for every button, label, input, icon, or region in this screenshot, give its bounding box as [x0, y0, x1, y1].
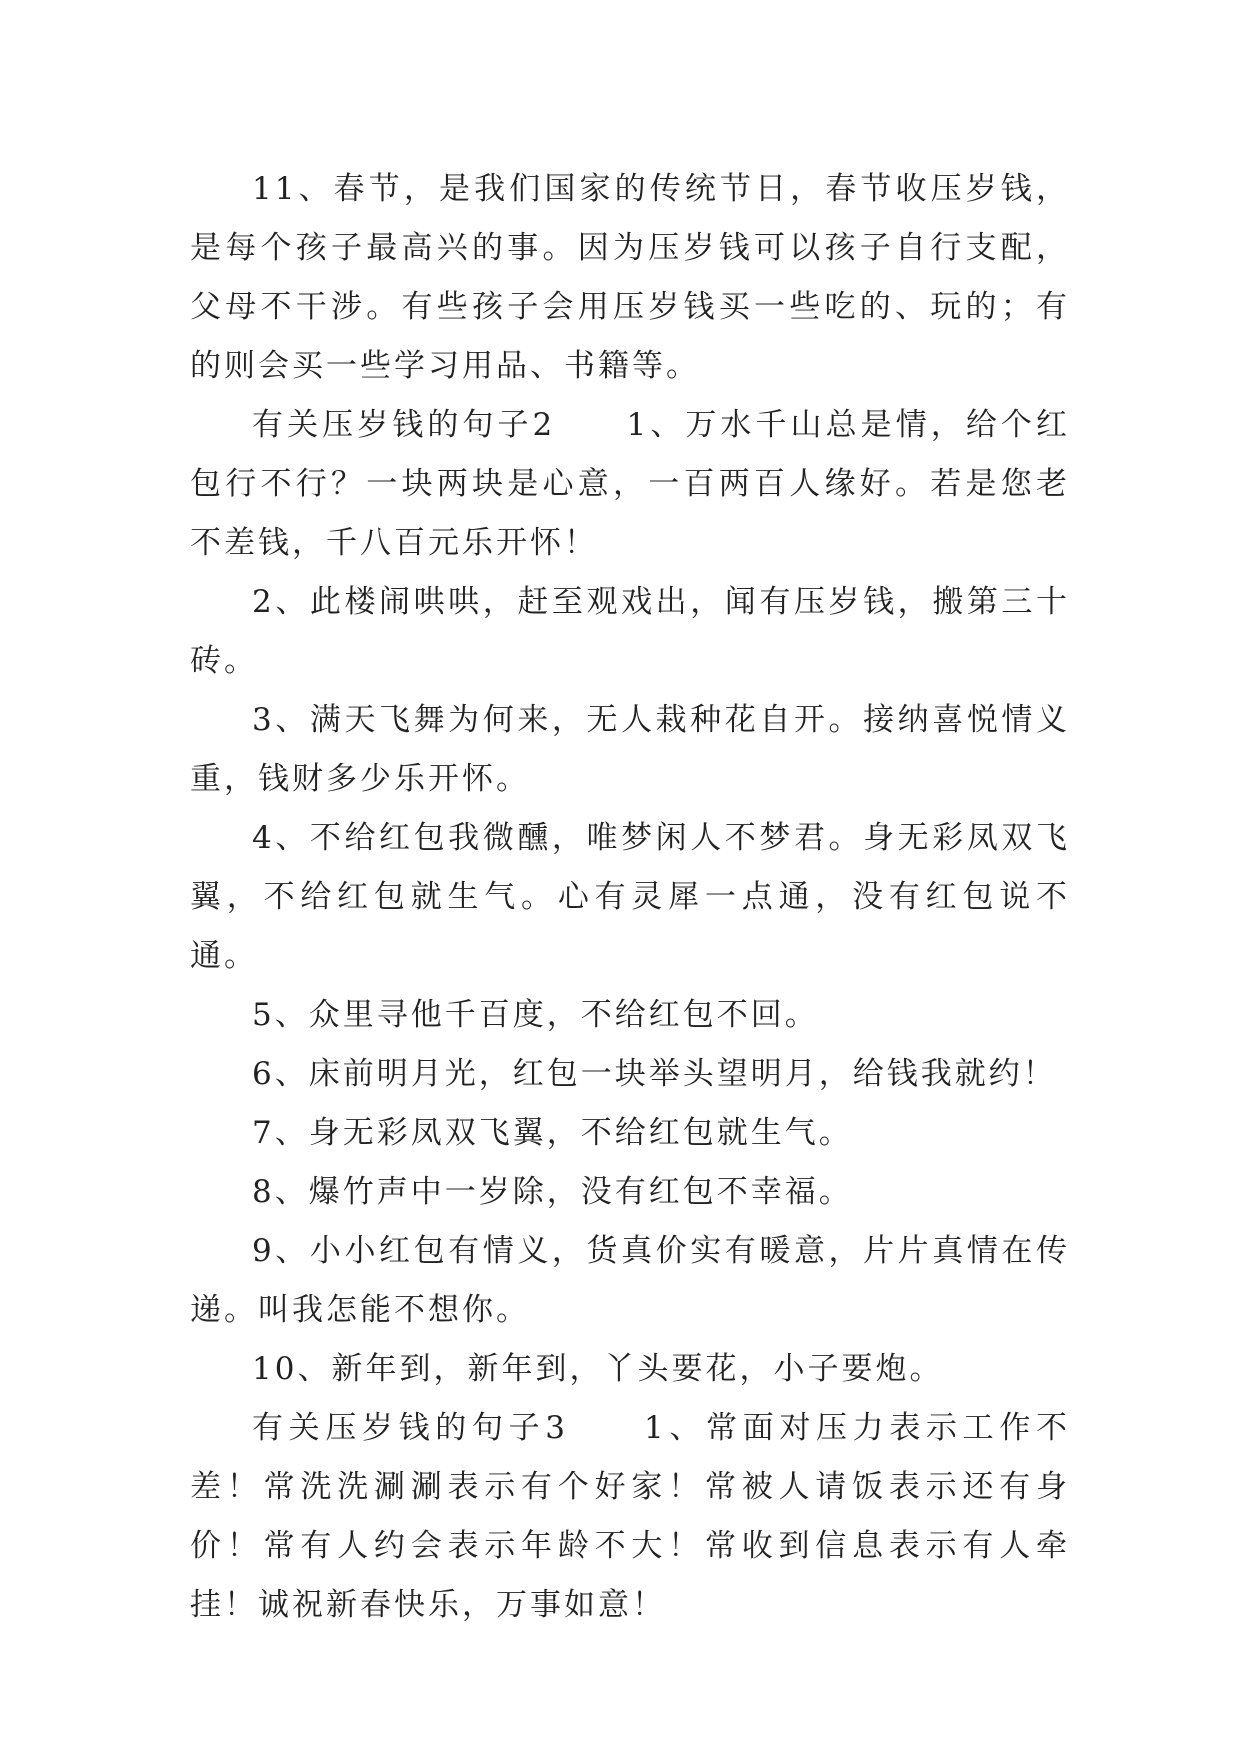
paragraph-section-2-item-1: 有关压岁钱的句子2 1、万水千山总是情，给个红包行不行？一块两块是心意，一百两百人缘好。若是您老不差钱，千八百元乐开怀！: [190, 407, 1070, 561]
paragraph-item-3: 3、满天飞舞为何来，无人栽种花自开。接纳喜悦情义重，钱财多少乐开怀。: [190, 702, 1070, 797]
paragraph-section-3-item-1: 有关压岁钱的句子3 1、常面对压力表示工作不差！常洗洗涮涮表示有个好家！常被人请饭表示还有身价！常有人约会表示年龄不大！常收到信息表示有人牵挂！诚祝新春快乐，万事如意！: [190, 1410, 1070, 1623]
paragraph-item-5: 5、众里寻他千百度，不给红包不回。: [252, 997, 819, 1033]
paragraph-item-2: 2、此楼闹哄哄，赶至观戏出，闻有压岁钱，搬第三十砖。: [190, 584, 1070, 679]
paragraph-item-10: 10、新年到，新年到，丫头要花，小子要炮。: [252, 1351, 944, 1387]
paragraph-item-8: 8、爆竹声中一岁除，没有红包不幸福。: [252, 1174, 853, 1210]
document-body: [190, 160, 1070, 1635]
paragraph-11-spring-festival: 11、春节，是我们国家的传统节日，春节收压岁钱，是每个孩子最高兴的事。因为压岁钱可以孩子自行支配，父母不干涉。有些孩子会用压岁钱买一些吃的、玩的；有的则会买一些学习用品、书籍等。: [190, 171, 1070, 384]
paragraph-item-6: 6、床前明月光，红包一块举头望明月，给钱我就约！: [252, 1056, 1057, 1092]
paragraph-item-7: 7、身无彩凤双飞翼，不给红包就生气。: [252, 1115, 853, 1151]
paragraph-item-9: 9、小小红包有情义，货真价实有暖意，片片真情在传递。叫我怎能不想你。: [190, 1233, 1070, 1328]
paragraph-item-4: 4、不给红包我微醺，唯梦闲人不梦君。身无彩凤双飞翼，不给红包就生气。心有灵犀一点通，没有红包说不通。: [190, 820, 1070, 974]
